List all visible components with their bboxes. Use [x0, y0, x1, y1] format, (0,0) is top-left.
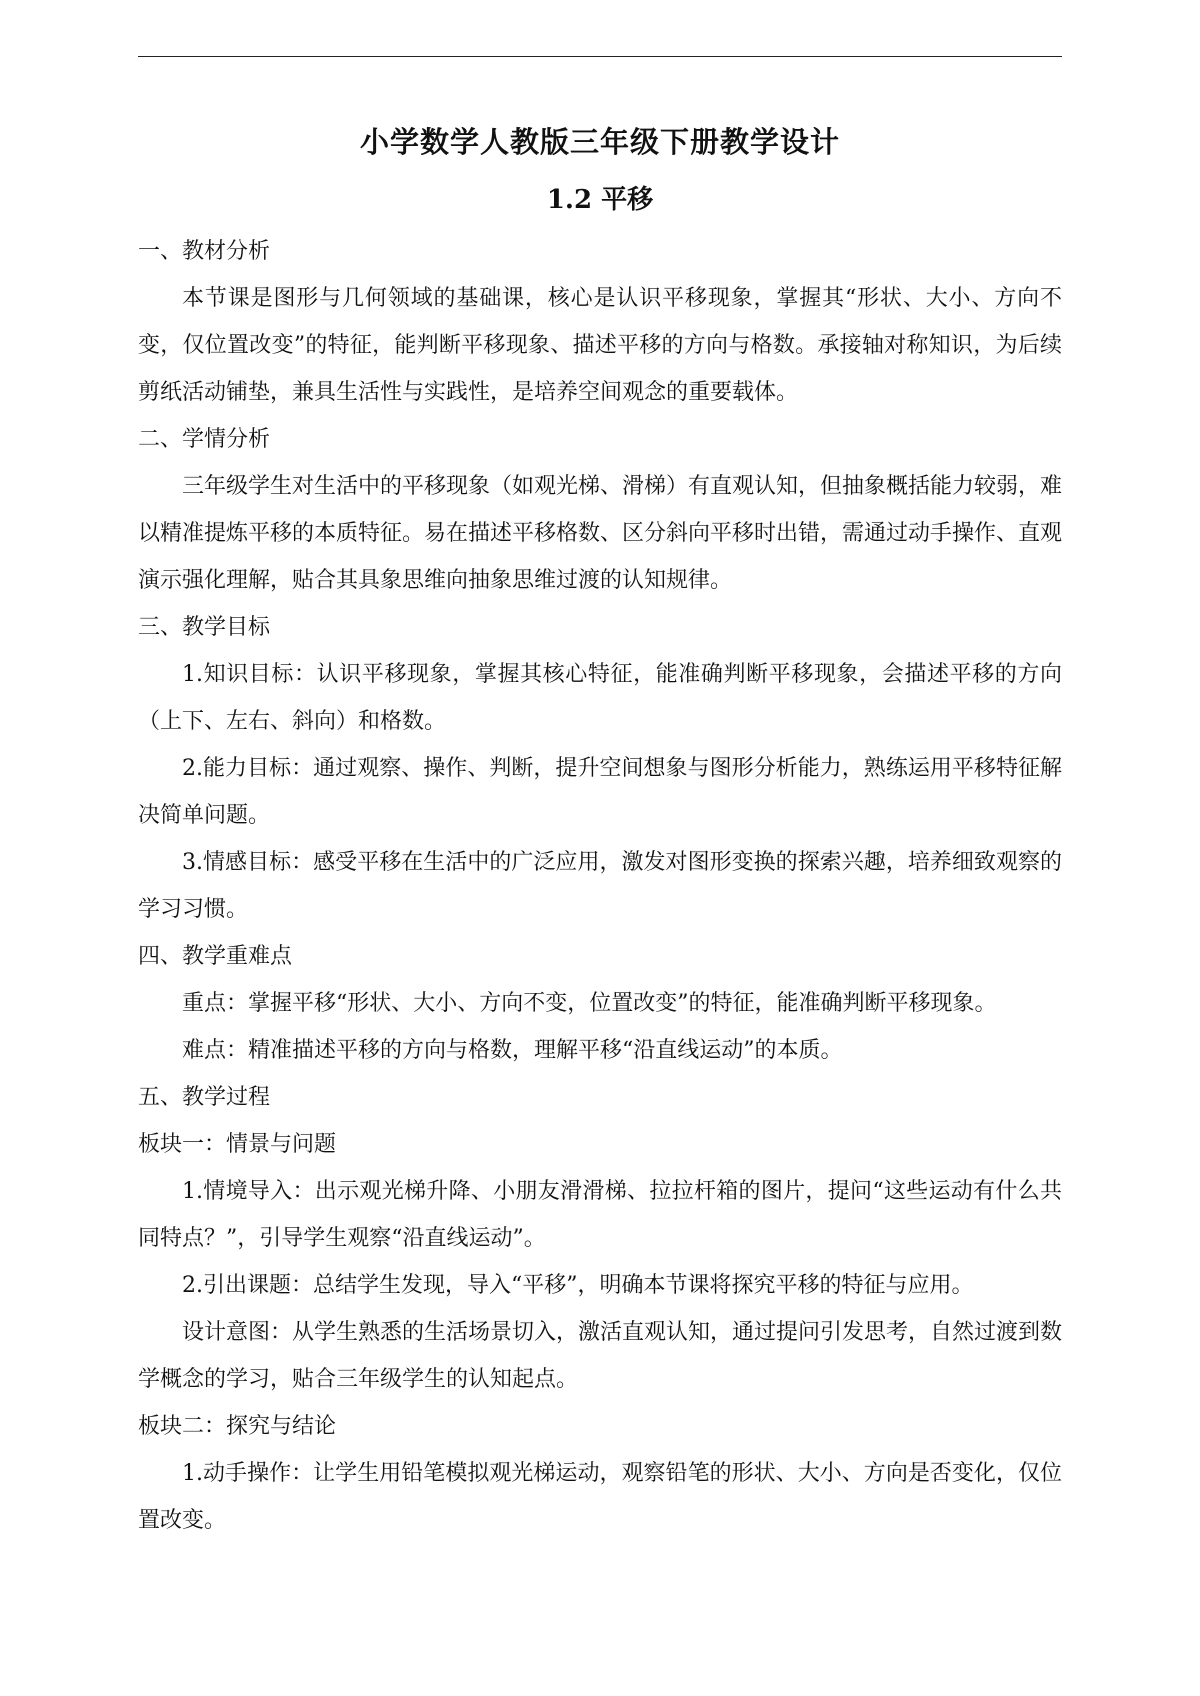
section-paragraph: 设计意图：从学生熟悉的生活场景切入，激活直观认知，通过提问引发思考，自然过渡到数学概念的学习，贴合三年级学生的认知起点。 [138, 1320, 1063, 1392]
header-rule [138, 56, 1062, 57]
section-heading: 三、教学目标 [138, 615, 271, 640]
section-paragraph: 本节课是图形与几何领域的基础课，核心是认识平移现象，掌握其“形状、大小、方向不变，仅位置改变”的特征，能判断平移现象、描述平移的方向与格数。承接轴对称知识，为后续剪纸活动铺垫，兼具生活性与实践性，是培养空间观念的重要载体。 [138, 286, 1062, 405]
document-subtitle: 1.2 平移 [546, 185, 654, 215]
section-heading: 五、教学过程 [138, 1085, 271, 1110]
section-paragraph: 三年级学生对生活中的平移现象（如观光梯、滑梯）有直观认知，但抽象概括能力较弱，难以精准提炼平移的本质特征。易在描述平移格数、区分斜向平移时出错，需通过动手操作、直观演示强化理解，贴合其具象思维向抽象思维过渡的认知规律。 [138, 474, 1063, 593]
section [138, 228, 1062, 416]
section-heading: 四、教学重难点 [138, 944, 293, 969]
section [138, 1121, 1062, 1403]
section-heading: 二、学情分析 [138, 427, 271, 452]
section-paragraph: 1.情境导入：出示观光梯升降、小朋友滑滑梯、拉拉杆箱的图片，提问“这些运动有什么共同特点？”，引导学生观察“沿直线运动”。 [138, 1179, 1062, 1251]
section-paragraph: 2.能力目标：通过观察、操作、判断，提升空间想象与图形分析能力，熟练运用平移特征解决简单问题。 [138, 756, 1062, 828]
section-paragraph: 2.引出课题：总结学生发现，导入“平移”，明确本节课将探究平移的特征与应用。 [182, 1273, 974, 1298]
section-paragraph: 3.情感目标：感受平移在生活中的广泛应用，激发对图形变换的探索兴趣，培养细致观察的学习习惯。 [138, 850, 1062, 922]
section-heading: 板块一：情景与问题 [138, 1132, 337, 1157]
document-body [138, 120, 1062, 1544]
section [138, 416, 1062, 604]
section-paragraph: 难点：精准描述平移的方向与格数，理解平移“沿直线运动”的本质。 [182, 1038, 843, 1063]
sections-container [138, 228, 1062, 1544]
section-paragraph: 重点：掌握平移“形状、大小、方向不变，位置改变”的特征，能准确判断平移现象。 [182, 991, 997, 1016]
section-heading: 板块二：探究与结论 [138, 1414, 337, 1439]
section [138, 933, 1062, 1074]
section [138, 1403, 1062, 1544]
section [138, 1074, 1062, 1121]
section-paragraph: 1.动手操作：让学生用铅笔模拟观光梯运动，观察铅笔的形状、大小、方向是否变化，仅位置改变。 [138, 1461, 1062, 1533]
section-paragraph: 1.知识目标：认识平移现象，掌握其核心特征，能准确判断平移现象，会描述平移的方向（上下、左右、斜向）和格数。 [138, 662, 1062, 734]
section-heading: 一、教材分析 [138, 239, 271, 264]
section [138, 604, 1062, 933]
document-title: 小学数学人教版三年级下册教学设计 [359, 125, 840, 159]
